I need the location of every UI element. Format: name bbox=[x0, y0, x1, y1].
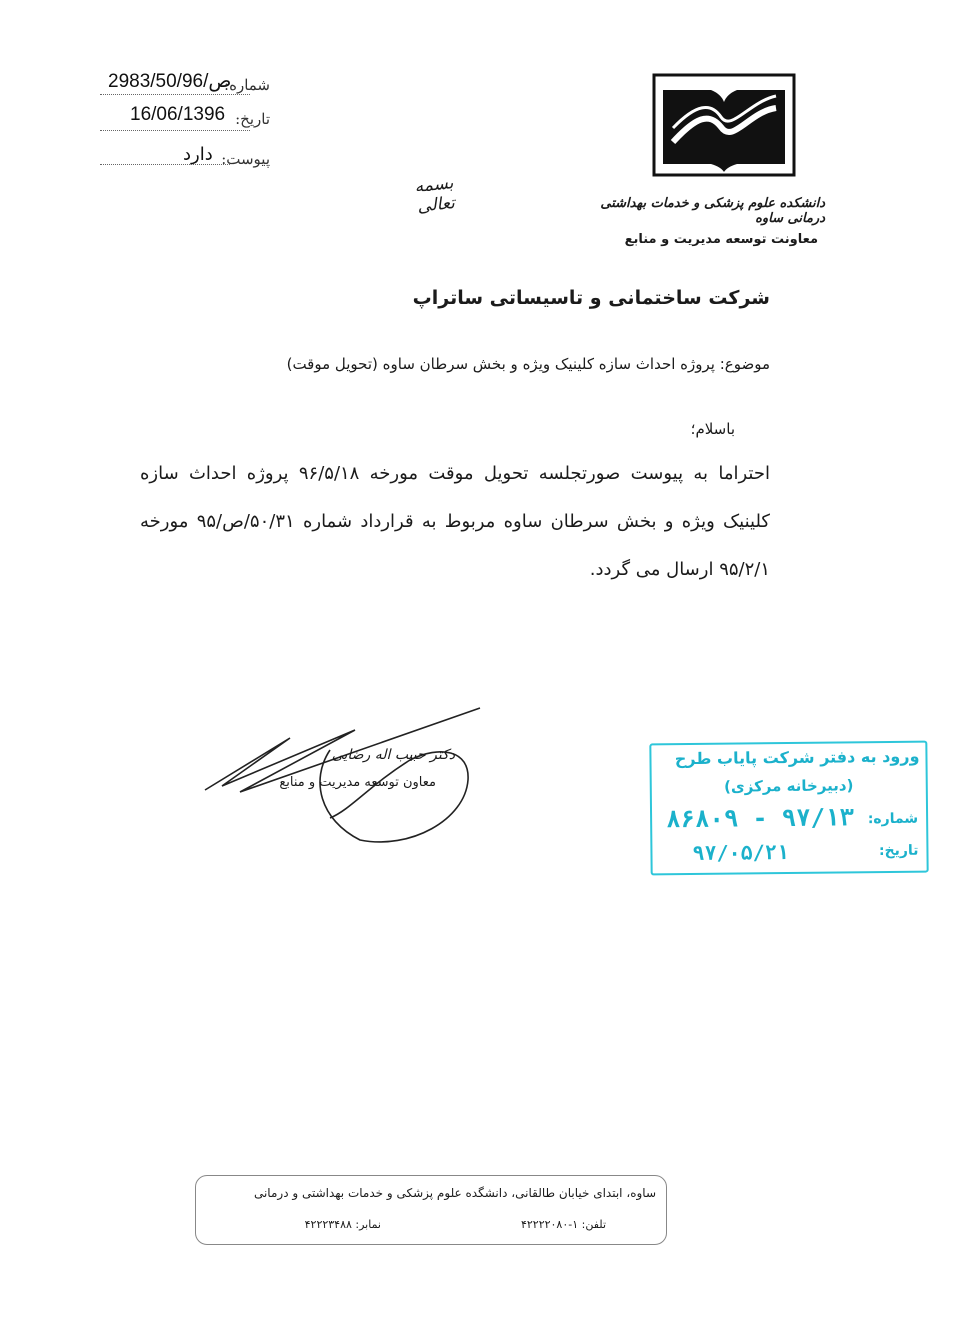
receipt-stamp bbox=[649, 741, 928, 876]
letter-date-value: 16/06/1396 bbox=[130, 104, 226, 125]
letter-number-value: 2983/50/ص/96 bbox=[108, 71, 232, 92]
divider bbox=[100, 130, 250, 131]
footer-box bbox=[195, 1175, 667, 1245]
stamp-date-value: ۹۷/۰۵/۲۱ bbox=[692, 840, 789, 866]
letter-date-label: تاریخ: bbox=[235, 110, 270, 128]
signer-title: معاون توسعه مدیریت و منابع bbox=[279, 775, 436, 790]
basmala: بسمه تعالی bbox=[413, 173, 456, 217]
university-logo-icon bbox=[651, 72, 797, 178]
stamp-number-value: ۸۶۸۰۹ - ۹۷/۱۳ bbox=[665, 803, 855, 834]
footer-fax: نمابر: ۴۲۲۲۳۴۸۸ bbox=[304, 1218, 381, 1231]
department-name: معاونت توسعه مدیریت و منابع bbox=[624, 232, 818, 247]
footer-phone: تلفن: ۱-۴۲۲۲۲۰۸۰ bbox=[520, 1218, 606, 1231]
university-name: دانشکده علوم پزشکی و خدمات بهداشتی درمانی ساوه bbox=[600, 196, 825, 226]
subject-line: موضوع: پروژه احداث سازه کلینیک ویژه و بخش سرطان ساوه (تحویل موقت) bbox=[286, 355, 770, 373]
recipient: شرکت ساختمانی و تاسیساتی ساتراپ bbox=[412, 287, 770, 309]
footer-address: ساوه، ابتدای خیابان طالقانی، دانشگده علوم پزشکی و خدمات بهداشتی و درمانی bbox=[253, 1186, 656, 1200]
attachment-value: دارد bbox=[183, 144, 213, 165]
divider bbox=[100, 94, 250, 95]
divider bbox=[100, 164, 230, 165]
attachment-row bbox=[100, 140, 270, 170]
letter-number-row bbox=[100, 70, 270, 100]
stamp-title: ورود به دفتر شرکت پایاب طرح bbox=[674, 746, 920, 769]
attachment-label: پیوست: bbox=[221, 150, 270, 168]
stamp-date-label: تاریخ: bbox=[878, 842, 919, 860]
letter-number-label: شماره: bbox=[224, 76, 270, 94]
stamp-number-label: شماره: bbox=[867, 810, 919, 828]
salutation: باسلام؛ bbox=[690, 420, 735, 438]
letter-date-row bbox=[100, 104, 270, 134]
stamp-subtitle: (دبیرخانه مرکزی) bbox=[724, 776, 854, 796]
signer-name: دکتر حبیب اله رضایی bbox=[331, 747, 455, 763]
letter-body: احتراما به پیوست صورتجلسه تحویل موقت مورخه ۹۶/۵/۱۸ پروژه احداث سازه کلینیک ویژه و بخش سرطان ساوه مربوط به قرارداد شماره ۵۰/۳۱/ص/۹۵ مورخه ۹۵/۲/۱ ارسال می گردد. bbox=[140, 463, 770, 580]
